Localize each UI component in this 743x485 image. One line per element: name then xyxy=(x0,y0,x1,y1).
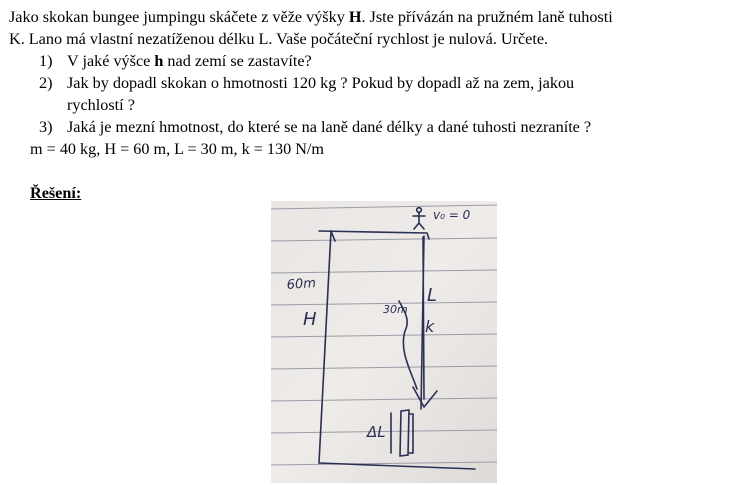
height-symbol: H xyxy=(348,8,362,26)
question-text: V jaké výšce xyxy=(67,52,155,70)
question-number: 3) xyxy=(39,118,53,136)
question-1 xyxy=(9,50,739,72)
question-number: 1) xyxy=(39,52,53,70)
label-delta-L: ΔL xyxy=(367,423,386,441)
question-text: Jaká je mezní hmotnost, do které se na laně dané délky a dané tuhosti nezraníte ? xyxy=(67,118,592,136)
label-L: L xyxy=(427,285,438,306)
label-v0: v₀ = 0 xyxy=(433,208,471,222)
question-2 xyxy=(9,72,739,116)
solution-sketch-photo xyxy=(271,201,497,483)
intro-line-1 xyxy=(9,6,739,28)
document xyxy=(9,6,739,204)
question-3 xyxy=(9,116,739,138)
height-h-symbol: h xyxy=(154,52,164,70)
rope-line xyxy=(423,237,424,399)
solution-heading: Řešení: xyxy=(30,184,82,202)
question-text-cont: rychlostí ? xyxy=(67,96,135,114)
label-k: k xyxy=(425,317,435,336)
label-H: H xyxy=(303,309,317,330)
question-list xyxy=(9,50,739,138)
intro-text: Jako skokan bungee jumpingu skáčete z věže výšky xyxy=(9,8,349,26)
question-text-cont: nad zemí se zastavíte? xyxy=(163,52,312,70)
question-number: 2) xyxy=(39,74,53,92)
question-text: Jak by dopadl skokan o hmotnosti 120 kg ? Pokud by dopadl až na zem, jakou xyxy=(67,74,575,92)
intro-line-2: K. Lano má vlastní nezatíženou délku L. Vaše počáteční rychlost je nulová. Určete. xyxy=(9,30,549,48)
intro-text-cont: . Jste přívázán na pružném laně tuhosti xyxy=(361,8,613,26)
given-values: m = 40 kg, H = 60 m, L = 30 m, k = 130 N/m xyxy=(30,140,325,158)
label-60m: 60m xyxy=(286,275,317,293)
label-30m: 30m xyxy=(383,303,408,316)
